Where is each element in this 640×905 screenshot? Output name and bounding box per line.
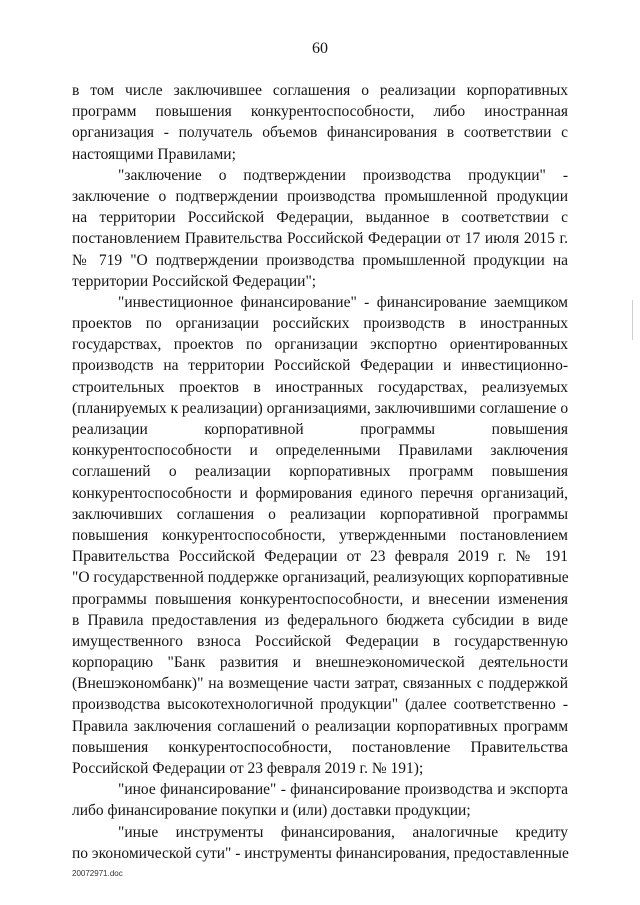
- text-line: заключивших соглашения о реализации корпоративной программы: [72, 505, 568, 523]
- scan-artifact: [632, 300, 633, 340]
- text-line: № 719 "О подтверждении производства промышленной продукции на: [72, 251, 568, 269]
- text-line: реализации корпоративной программы повышения: [72, 421, 568, 438]
- text-line: территории Российской Федерации";: [72, 272, 317, 290]
- text-line: "заключение о подтверждении производства продукции" -: [118, 166, 568, 184]
- text-line: по экономической сути" - инструменты финансирования, предоставленные: [72, 844, 569, 862]
- text-line: корпорацию "Банк развития и внешнеэкономической деятельности: [72, 654, 568, 672]
- text-line: производств на территории Российской Федерации и инвестиционно-: [72, 357, 568, 375]
- text-line: Российской Федерации от 23 февраля 2019 г. № 191);: [72, 760, 424, 777]
- text-line: строительных проектов в иностранных государствах, реализуемых: [72, 378, 568, 396]
- text-line: "О государственной поддержке организаций, реализующих корпоративные: [72, 569, 569, 587]
- page-number: 60: [312, 40, 328, 57]
- text-line: конкурентоспособности и формирования единого перечня организаций,: [72, 484, 568, 502]
- text-line: настоящими Правилами;: [72, 145, 236, 163]
- text-line: программ повышения конкурентоспособности, либо иностранная: [72, 103, 568, 121]
- text-line: производства высокотехнологичной продукции" (далее соответственно -: [72, 696, 568, 714]
- text-line: имущественного взноса Российской Федерации в государственную: [72, 632, 568, 650]
- text-line: в Правила предоставления из федерального бюджета субсидии в виде: [72, 611, 568, 629]
- text-line: организация - получатель объемов финансирования в соответствии с: [72, 124, 568, 142]
- body-text: [72, 80, 568, 864]
- text-line: конкурентоспособности и определенными Правилами заключения: [72, 442, 568, 460]
- text-line: постановлением Правительства Российской Федерации от 17 июля 2015 г.: [72, 230, 568, 248]
- text-line: государствах, проектов по организации экспортно ориентированных: [72, 336, 568, 354]
- text-line: "иное финансирование" - финансирование производства и экспорта: [118, 781, 568, 799]
- text-line: "иные инструменты финансирования, аналогичные кредиту: [118, 823, 568, 841]
- text-line: повышения конкурентоспособности, утвержденными постановлением: [72, 526, 568, 544]
- text-line: (Внешэкономбанк)" на возмещение части затрат, связанных с поддержкой: [72, 675, 568, 693]
- text-line: в том числе заключившее соглашения о реализации корпоративных: [72, 82, 568, 99]
- text-line: Правила заключения соглашений о реализации корпоративных программ: [72, 717, 568, 735]
- text-line: (планируемых к реализации) организациями, заключившими соглашение о: [72, 399, 569, 417]
- text-line: на территории Российской Федерации, выданное в соответствии с: [72, 209, 568, 227]
- text-line: проектов по организации российских производств в иностранных: [72, 315, 568, 333]
- document-filename: 20072971.doc: [72, 869, 123, 878]
- text-line: соглашений о реализации корпоративных программ повышения: [72, 463, 568, 481]
- text-line: либо финансирование покупки и (или) доставки продукции;: [72, 802, 471, 820]
- text-line: заключение о подтверждении производства промышленной продукции: [72, 187, 568, 205]
- text-line: повышения конкурентоспособности, постановление Правительства: [72, 738, 568, 756]
- text-line: программы повышения конкурентоспособности, и внесении изменения: [72, 590, 568, 608]
- text-line: "инвестиционное финансирование" - финансирование заемщиком: [118, 293, 568, 311]
- text-line: Правительства Российской Федерации от 23 февраля 2019 г. № 191: [72, 548, 568, 566]
